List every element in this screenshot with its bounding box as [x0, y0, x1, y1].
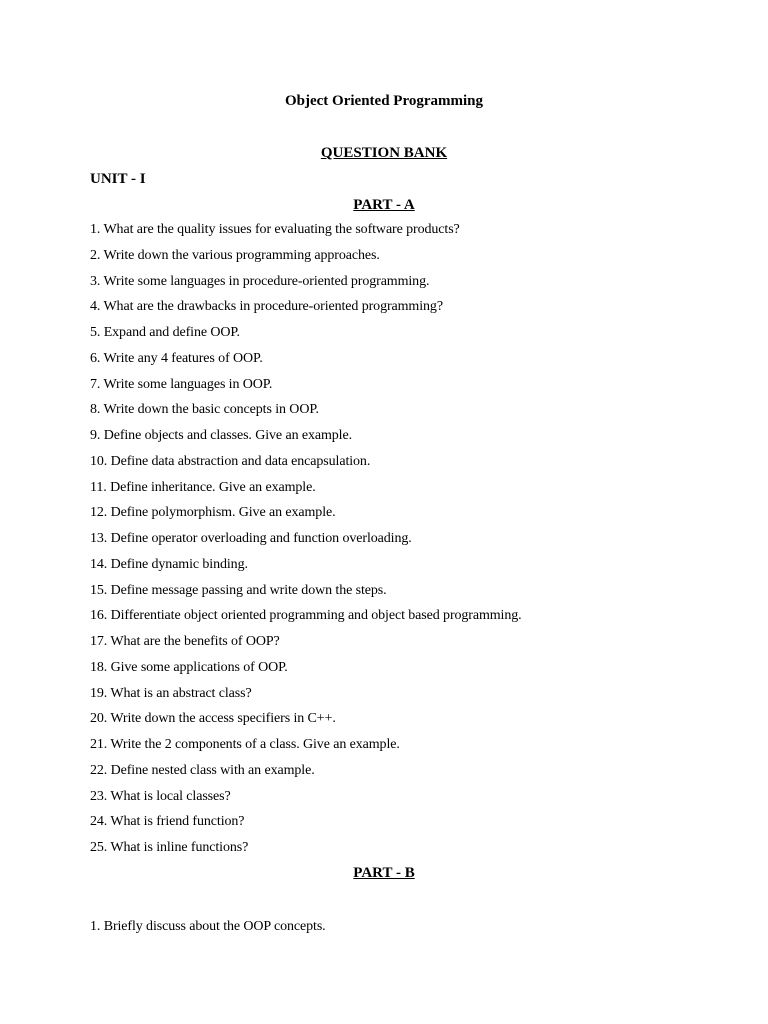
question-item: 22. Define nested class with an example.	[90, 762, 315, 778]
question-item: 9. Define objects and classes. Give an example.	[90, 428, 352, 443]
part-b-question-list	[90, 917, 326, 943]
part-a-question-list	[90, 220, 522, 864]
question-item: 24. What is friend function?	[90, 814, 245, 830]
unit-label: UNIT - I	[90, 171, 146, 187]
question-item: 10. Define data abstraction and data encapsulation.	[90, 453, 371, 469]
question-item: 3. Write some languages in procedure-oriented programming.	[90, 273, 430, 289]
question-bank-heading: QUESTION BANK	[320, 145, 448, 161]
question-item: 5. Expand and define OOP.	[90, 325, 240, 340]
question-item: 15. Define message passing and write down the steps.	[90, 582, 387, 598]
question-item: 7. Write some languages in OOP.	[90, 376, 273, 392]
question-item: 11. Define inheritance. Give an example.	[90, 479, 316, 495]
question-item: 19. What is an abstract class?	[90, 685, 252, 701]
question-item: 6. Write any 4 features of OOP.	[90, 350, 263, 366]
question-item: 4. What are the drawbacks in procedure-oriented programming?	[90, 299, 443, 315]
document-title: Object Oriented Programming	[284, 93, 483, 109]
part-a-heading: PART - A	[353, 197, 415, 213]
question-item: 1. Briefly discuss about the OOP concepts.	[90, 919, 326, 934]
question-item: 25. What is inline functions?	[90, 840, 249, 855]
question-item: 13. Define operator overloading and function overloading.	[90, 531, 412, 546]
question-item: 23. What is local classes?	[90, 788, 231, 804]
question-item: 16. Differentiate object oriented programming and object based programming.	[90, 608, 522, 624]
question-item: 1. What are the quality issues for evaluating the software products?	[90, 222, 460, 237]
question-item: 8. Write down the basic concepts in OOP.	[90, 402, 319, 418]
part-b-heading: PART - B	[353, 865, 415, 881]
question-item: 2. Write down the various programming approaches.	[90, 247, 380, 263]
question-item: 14. Define dynamic binding.	[90, 556, 248, 572]
question-item: 20. Write down the access specifiers in C++.	[90, 711, 336, 727]
question-item: 12. Define polymorphism. Give an example.	[90, 505, 336, 521]
question-item: 17. What are the benefits of OOP?	[90, 634, 280, 649]
question-item: 18. Give some applications of OOP.	[90, 659, 288, 675]
question-item: 21. Write the 2 components of a class. Give an example.	[90, 737, 400, 752]
